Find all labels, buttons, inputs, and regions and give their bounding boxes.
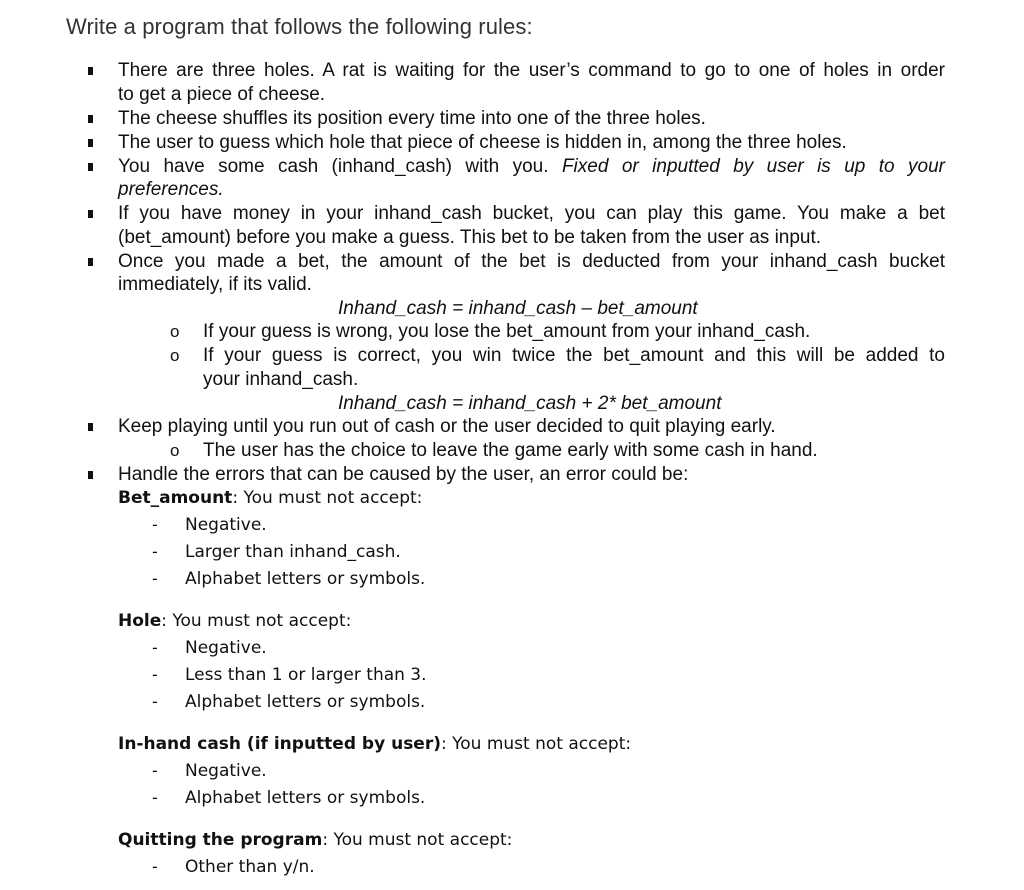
section-title-bet bbox=[118, 487, 422, 509]
section-label: In-hand cash (if inputted by user) bbox=[118, 734, 441, 754]
list-item: Larger than inhand_cash. bbox=[185, 542, 401, 562]
section-title-cash bbox=[118, 733, 631, 755]
rule-text: If your guess is correct, you win twice the bet_amount and this will be added to bbox=[203, 345, 945, 366]
rule-text: If your guess is wrong, you lose the bet_amount from your inhand_cash. bbox=[203, 321, 811, 342]
bullet-dash: - bbox=[152, 515, 158, 534]
list-item: Negative. bbox=[185, 761, 267, 781]
bullet-circle: o bbox=[170, 322, 180, 341]
bullet-square bbox=[88, 210, 93, 218]
rule-text: (bet_amount) before you make a guess. This bet to be taken from the user as input. bbox=[118, 227, 822, 248]
bullet-square bbox=[88, 67, 93, 75]
section-suffix: : You must not accept: bbox=[232, 488, 423, 508]
bullet-circle: o bbox=[170, 346, 180, 365]
rule-text: The user to guess which hole that piece of cheese is hidden in, among the three holes. bbox=[118, 132, 847, 153]
rule-text: The user has the choice to leave the game early with some cash in hand. bbox=[203, 440, 818, 461]
list-item: Other than y/n. bbox=[185, 857, 315, 877]
bullet-dash: - bbox=[152, 542, 158, 561]
section-suffix: : You must not accept: bbox=[441, 734, 632, 754]
rule-text: If you have money in your inhand_cash bucket, you can play this game. You make a bet bbox=[118, 203, 945, 224]
bullet-circle: o bbox=[170, 441, 180, 460]
bullet-dash: - bbox=[152, 569, 158, 588]
list-item: Less than 1 or larger than 3. bbox=[185, 665, 427, 685]
bullet-square bbox=[88, 423, 93, 431]
rule-text-italic: Fixed or inputted by user is up to your bbox=[561, 156, 946, 177]
page-title: Write a program that follows the following rules: bbox=[66, 14, 533, 39]
bullet-square bbox=[88, 115, 93, 123]
list-item: Negative. bbox=[185, 515, 267, 535]
formula-text: Inhand_cash = inhand_cash + 2* bet_amount bbox=[338, 393, 722, 414]
bullet-square bbox=[88, 258, 93, 266]
section-title-quit bbox=[118, 829, 512, 851]
bullet-dash: - bbox=[152, 761, 158, 780]
list-item: Negative. bbox=[185, 638, 267, 658]
section-label: Quitting the program bbox=[118, 830, 323, 850]
bullet-square bbox=[88, 139, 93, 147]
section-label: Hole bbox=[118, 611, 162, 631]
rule-text bbox=[118, 155, 945, 179]
rule-text-normal: You have some cash (inhand_cash) with you. bbox=[118, 156, 562, 177]
rule-text: preferences. bbox=[118, 179, 224, 200]
section-title-hole bbox=[118, 610, 351, 632]
rule-text: There are three holes. A rat is waiting for the user’s command to go to one of holes in order bbox=[118, 60, 945, 81]
rule-text: your inhand_cash. bbox=[203, 369, 359, 390]
section-label: Bet_amount bbox=[118, 488, 233, 508]
bullet-dash: - bbox=[152, 665, 158, 684]
rule-text: Once you made a bet, the amount of the bet is deducted from your inhand_cash bucket bbox=[118, 251, 945, 272]
rule-text: immediately, if its valid. bbox=[118, 274, 312, 295]
bullet-dash: - bbox=[152, 638, 158, 657]
bullet-square bbox=[88, 163, 93, 171]
bullet-dash: - bbox=[152, 692, 158, 711]
bullet-dash: - bbox=[152, 788, 158, 807]
bullet-square bbox=[88, 471, 93, 479]
section-suffix: : You must not accept: bbox=[161, 611, 352, 631]
rule-text: Handle the errors that can be caused by the user, an error could be: bbox=[118, 464, 689, 485]
rule-text: The cheese shuffles its position every time into one of the three holes. bbox=[118, 108, 706, 129]
formula-text: Inhand_cash = inhand_cash – bet_amount bbox=[338, 298, 698, 319]
list-item: Alphabet letters or symbols. bbox=[185, 569, 426, 589]
list-item: Alphabet letters or symbols. bbox=[185, 788, 426, 808]
rule-text: Keep playing until you run out of cash or the user decided to quit playing early. bbox=[118, 416, 776, 437]
list-item: Alphabet letters or symbols. bbox=[185, 692, 426, 712]
bullet-dash: - bbox=[152, 857, 158, 876]
section-suffix: : You must not accept: bbox=[322, 830, 513, 850]
rule-text: to get a piece of cheese. bbox=[118, 84, 326, 105]
